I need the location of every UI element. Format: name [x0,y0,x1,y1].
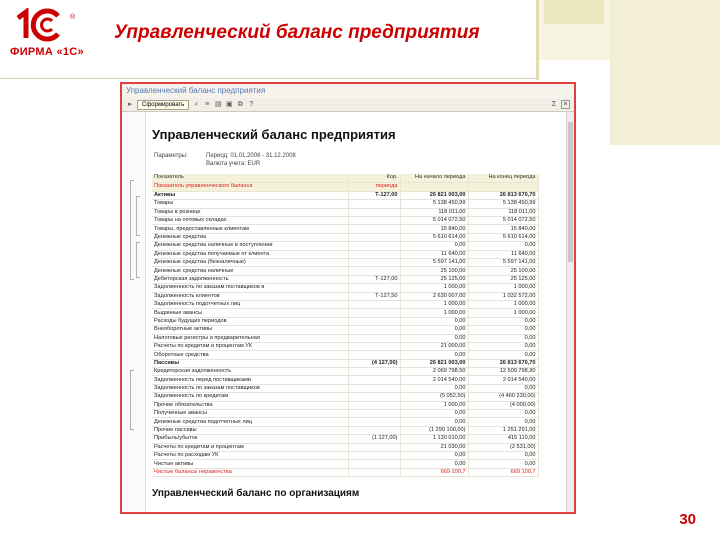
row-label: Денежные средства [152,233,348,241]
row-end-value: 25 100,00 [468,267,538,275]
print-icon[interactable]: ▤ [214,100,222,108]
row-start-value: 0,00 [400,334,468,342]
row-account: Кор. [348,174,400,182]
row-start-value: 0,00 [400,317,468,325]
row-account [348,300,400,308]
table-row[interactable] [152,443,538,451]
row-account [348,284,400,292]
row-start-value: (1 290 100,00) [400,426,468,434]
row-end-value: 26 813 670,70 [468,191,538,199]
row-end-value: 1 032 572,00 [468,292,538,300]
row-end-value: 0,00 [468,410,538,418]
row-label: Денежные средства получаемые от клиента [152,250,348,258]
table-row[interactable] [152,217,538,225]
row-start-value: 5 138 450,99 [400,200,468,208]
row-label: Денежные средства наличные [152,267,348,275]
row-account [348,351,400,359]
row-end-value [468,182,538,191]
row-start-value: 0,00 [400,384,468,392]
logo-subtitle: ФИРМА «1С» [10,46,84,58]
row-label: Выданные авансы [152,309,348,317]
row-end-value: 2 014 540,00 [468,376,538,384]
row-account [348,208,400,216]
grouping-gutter [122,112,146,512]
window-title: Управленческий баланс предприятия [122,84,574,98]
row-end-value: 0,00 [468,334,538,342]
table-row[interactable] [152,182,538,191]
row-account [348,376,400,384]
row-account [348,460,400,468]
row-account [348,309,400,317]
row-end-value: 0,00 [468,342,538,350]
row-label: Чистые балансы неравенства [152,468,348,476]
row-account [348,250,400,258]
row-start-value: 0,00 [400,326,468,334]
table-row[interactable] [152,267,538,275]
row-end-value: 0,00 [468,418,538,426]
row-start-value: 21 030,00 [400,443,468,451]
row-start-value: 5 610 614,00 [400,233,468,241]
row-account [348,317,400,325]
row-end-value: 118 011,00 [468,208,538,216]
params-label: Параметры: [154,153,188,159]
row-account [348,468,400,476]
row-start-value: 1 000,00 [400,309,468,317]
row-start-value: 0,00 [400,351,468,359]
balance-table [152,174,539,477]
row-end-value: 0,00 [468,317,538,325]
slide-title: Управленческий баланс предприятия [114,22,480,43]
row-end-value: 1 000,00 [468,309,538,317]
row-end-value: 15 840,00 [468,225,538,233]
row-end-value: 5 610 614,00 [468,233,538,241]
row-label: Полученные авансы [152,410,348,418]
table-row[interactable] [152,225,538,233]
row-account: Т-127,00 [348,275,400,283]
row-start-value: 2 014 540,00 [400,376,468,384]
row-start-value [400,182,468,191]
close-icon[interactable]: × [561,100,570,109]
registered-mark: ® [70,14,76,21]
row-end-value: 26 813 670,70 [468,359,538,367]
group-bracket[interactable] [136,196,140,236]
row-start-value: 1 130 010,00 [400,435,468,443]
row-label: Показатель управленческого баланса [152,182,348,191]
row-end-value: 415 110,00 [468,435,538,443]
table-row[interactable] [152,284,538,292]
header-divider [0,78,536,79]
row-end-value: 1 000,00 [468,284,538,292]
help-icon[interactable]: ? [249,100,254,108]
vertical-scrollbar[interactable] [566,112,574,512]
table-row[interactable] [152,292,538,300]
row-label: Товары на оптовых складах [152,217,348,225]
row-account [348,384,400,392]
row-account: Т-127,50 [348,292,400,300]
table-row[interactable] [152,191,538,199]
report-window [120,82,576,514]
row-label: Расходы будущих периодов [152,317,348,325]
report-subtitle: Управленческий баланс по организациям [152,488,360,499]
table-row[interactable] [152,401,538,409]
row-label: Денежные средства подотчетных лиц [152,418,348,426]
row-start-value: 0,00 [400,418,468,426]
row-end-value: 1 251 291,00 [468,426,538,434]
row-account [348,426,400,434]
row-account [348,443,400,451]
row-label: Задолженность по кредитам [152,393,348,401]
row-end-value: 5 597 141,00 [468,259,538,267]
table-row[interactable] [152,233,538,241]
row-account [348,368,400,376]
row-label: Чистые активы [152,460,348,468]
page-number: 30 [679,511,696,528]
row-start-value: На начало периода [400,174,468,182]
table-row[interactable] [152,174,538,182]
row-start-value: 1 000,00 [400,284,468,292]
row-label: Активы [152,191,348,199]
table-row[interactable] [152,435,538,443]
row-label: Денежные средства (безналичные) [152,259,348,267]
params-currency: Валюта учета: EUR [206,161,261,167]
row-label: Прибыль/убыток [152,435,348,443]
row-start-value: 2 069 798,50 [400,368,468,376]
row-label: Денежные средства наличные в поступлении [152,242,348,250]
row-start-value: (5 052,50) [400,393,468,401]
table-row[interactable] [152,468,538,476]
table-row[interactable] [152,275,538,283]
row-account [348,393,400,401]
copy-icon[interactable]: ⧉ [237,100,243,108]
table-row[interactable] [152,200,538,208]
row-label: Прочие обязательства [152,401,348,409]
sum-icon[interactable]: Σ [551,100,557,108]
row-start-value: 669 100,7 [400,468,468,476]
row-end-value: На конец периода [468,174,538,182]
row-end-value: 0,00 [468,384,538,392]
row-end-value: 1 000,00 [468,300,538,308]
row-label: Расчеты по кредитам и процентам УК [152,342,348,350]
group-bracket[interactable] [136,242,140,278]
table-row[interactable] [152,342,538,350]
row-end-value: 5 138 450,99 [468,200,538,208]
row-account: (4 127,00) [348,359,400,367]
row-start-value: 1 000,00 [400,300,468,308]
row-account [348,410,400,418]
table-row[interactable] [152,410,538,418]
row-label: Задолженность клиентов [152,292,348,300]
table-row[interactable] [152,300,538,308]
row-label: Задолженность перед поставщиками [152,376,348,384]
table-row[interactable] [152,242,538,250]
row-account [348,225,400,233]
row-end-value: 5 014 072,50 [468,217,538,225]
table-row[interactable] [152,368,538,376]
row-label: Оборотные средства [152,351,348,359]
row-account [348,267,400,275]
row-end-value: (4 460 230,00) [468,393,538,401]
search-icon[interactable]: ⌕ [194,100,199,108]
row-start-value: 5 014 072,50 [400,217,468,225]
row-end-value: 0,00 [468,452,538,460]
row-start-value: 0,00 [400,410,468,418]
row-start-value: 15 840,00 [400,225,468,233]
table-row[interactable] [152,426,538,434]
row-start-value: 21 000,00 [400,342,468,350]
table-row[interactable] [152,452,538,460]
table-row[interactable] [152,208,538,216]
row-end-value: 12 509 798,90 [468,368,538,376]
table-row[interactable] [152,259,538,267]
row-start-value: 118 011,00 [400,208,468,216]
row-start-value: 11 640,00 [400,250,468,258]
table-row[interactable] [152,418,538,426]
group-bracket[interactable] [130,370,134,430]
logo [8,6,84,66]
row-account [348,418,400,426]
row-account: (1 127,00) [348,435,400,443]
row-label: Товары, предоставленные клиентам [152,225,348,233]
toolbar [122,98,574,112]
row-label: Кредиторская задолженность [152,368,348,376]
row-end-value: 0,00 [468,351,538,359]
row-account [348,259,400,267]
group-bracket[interactable] [130,180,134,280]
row-end-value: (2 531,00) [468,443,538,451]
row-label: Товары в рознице [152,208,348,216]
params-period: Период: 01.01.2008 - 31.12.2008 [206,153,296,159]
table-row[interactable] [152,393,538,401]
row-label: Дебиторская задолженность [152,275,348,283]
table-row[interactable] [152,384,538,392]
row-label: Задолженность по заказам поставщиков в [152,284,348,292]
report-document [122,112,574,512]
row-end-value: 0,00 [468,460,538,468]
row-label: Прочие пассивы [152,426,348,434]
table-row[interactable] [152,376,538,384]
row-label: Налоговые регистры и предварительная [152,334,348,342]
row-account: периода [348,182,400,191]
row-account [348,242,400,250]
row-label: Задолженность подотчетных лиц [152,300,348,308]
row-start-value: 5 597 141,00 [400,259,468,267]
settings-icon[interactable]: ≡ [205,100,210,108]
logo-1c-mark [12,8,64,42]
row-account: Т-127,00 [348,191,400,199]
row-start-value: 2 630 007,00 [400,292,468,300]
report-title: Управленческий баланс предприятия [152,127,396,142]
row-account [348,217,400,225]
row-account [348,452,400,460]
row-end-value: 11 640,00 [468,250,538,258]
row-end-value: 25 125,00 [468,275,538,283]
row-label: Расчеты по кредитам и процентам [152,443,348,451]
row-label: Расчеты по расходам УК [152,452,348,460]
row-label: Показатель [152,174,348,182]
row-account [348,326,400,334]
table-row[interactable] [152,326,538,334]
row-account [348,401,400,409]
row-account [348,334,400,342]
play-icon[interactable]: ▸ [128,100,132,108]
table-row[interactable] [152,250,538,258]
row-label: Товары [152,200,348,208]
row-end-value: (4 000,00) [468,401,538,409]
row-end-value: 669 100,7 [468,468,538,476]
scrollbar-thumb[interactable] [568,122,573,262]
row-start-value: 0,00 [400,460,468,468]
row-account [348,200,400,208]
row-start-value: 26 821 003,00 [400,359,468,367]
row-account [348,233,400,241]
table-row[interactable] [152,317,538,325]
row-end-value: 0,00 [468,242,538,250]
table-row[interactable] [152,351,538,359]
row-start-value: 25 100,00 [400,267,468,275]
row-start-value: 26 821 003,00 [400,191,468,199]
table-row[interactable] [152,460,538,468]
row-label: Пассивы [152,359,348,367]
row-account [348,342,400,350]
table-row[interactable] [152,309,538,317]
row-start-value: 0,00 [400,242,468,250]
row-end-value: 0,00 [468,326,538,334]
row-label: Внеоборотные активы [152,326,348,334]
row-start-value: 1 000,00 [400,401,468,409]
table-row[interactable] [152,334,538,342]
row-start-value: 25 125,00 [400,275,468,283]
save-icon[interactable]: ▣ [225,100,233,108]
table-row[interactable] [152,359,538,367]
row-start-value: 0,00 [400,452,468,460]
row-label: Задолженность по заказам поставщиков [152,384,348,392]
generate-button[interactable]: Сформировать [137,100,189,110]
